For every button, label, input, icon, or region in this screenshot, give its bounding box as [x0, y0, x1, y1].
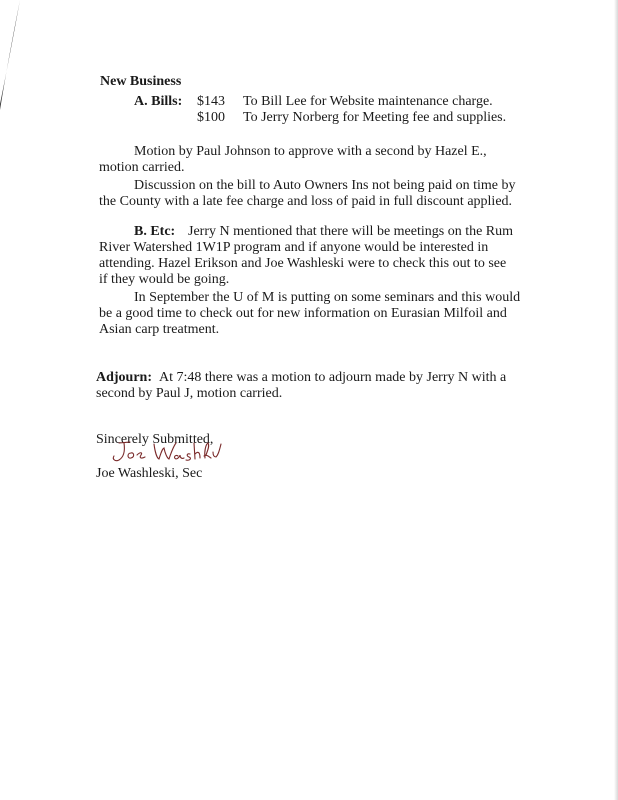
- etc-label: B. Etc:: [134, 224, 176, 239]
- bill-description: To Jerry Norberg for Meeting fee and supplies.: [243, 110, 507, 125]
- etc-line: River Watershed 1W1P program and if anyone would be interested in: [99, 240, 489, 255]
- bill-amount: $100: [197, 110, 225, 125]
- september-line: In September the U of M is putting on some seminars and this would: [134, 290, 521, 305]
- adjourn-line: second by Paul J, motion carried.: [96, 386, 283, 401]
- motion-line: motion carried.: [99, 160, 185, 175]
- section-title: New Business: [100, 74, 182, 89]
- etc-line: Jerry N mentioned that there will be meetings on the Rum: [188, 224, 514, 239]
- handwritten-signature: [110, 440, 222, 466]
- september-line: be a good time to check out for new information on Eurasian Milfoil and: [99, 306, 507, 321]
- closing-salutation: Sincerely Submitted,: [96, 432, 214, 447]
- bill-description: To Bill Lee for Website maintenance charge.: [243, 94, 493, 109]
- september-line: Asian carp treatment.: [99, 322, 220, 337]
- adjourn-label: Adjourn:: [96, 370, 153, 385]
- motion-line: Motion by Paul Johnson to approve with a second by Hazel E.,: [134, 144, 487, 159]
- bills-label: A. Bills:: [134, 94, 183, 109]
- etc-line: attending. Hazel Erikson and Joe Washleski were to check this out to see: [99, 256, 507, 271]
- closing-name: Joe Washleski, Sec: [96, 466, 203, 481]
- adjourn-line: At 7:48 there was a motion to adjourn made by Jerry N with a: [159, 370, 507, 385]
- bill-amount: $143: [197, 94, 225, 109]
- folded-corner: [0, 0, 24, 110]
- discussion-line: Discussion on the bill to Auto Owners Ins not being paid on time by: [134, 178, 516, 193]
- etc-line: if they would be going.: [99, 272, 230, 287]
- scan-edge-shadow: [614, 0, 618, 800]
- discussion-line: the County with a late fee charge and loss of paid in full discount applied.: [99, 194, 513, 209]
